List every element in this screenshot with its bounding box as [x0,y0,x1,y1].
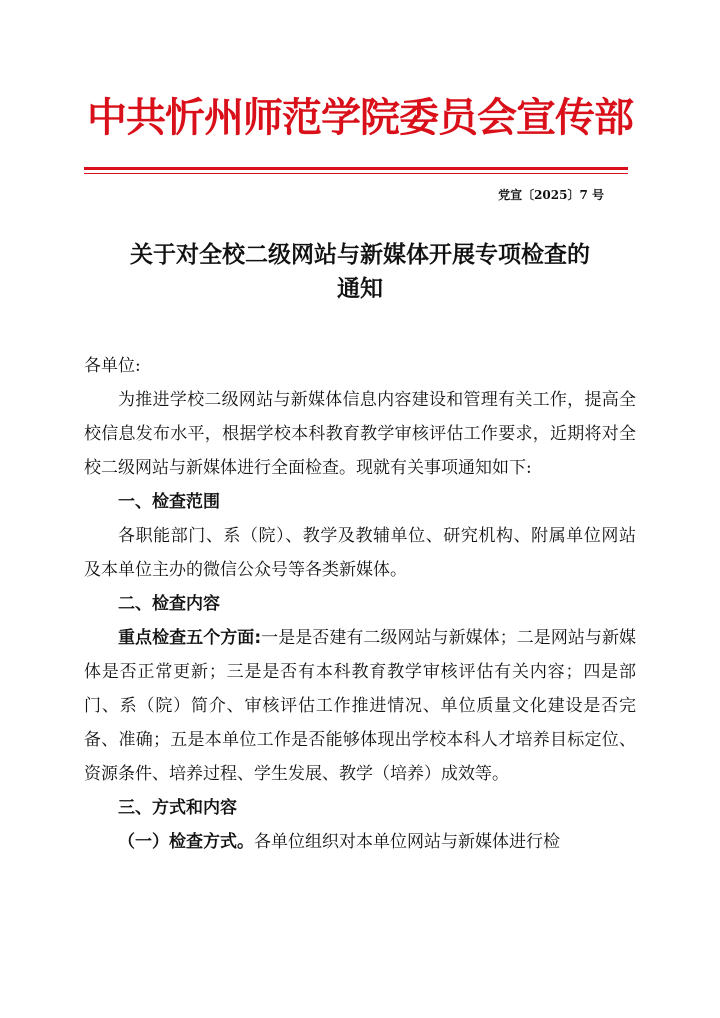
section-3-sub-text: 各单位组织对本单位网站与新媒体进行检 [254,832,560,852]
document-title-line-1: 关于对全校二级网站与新媒体开展专项检查的 [130,241,590,268]
section-1-paragraph: 各职能部门、系（院）、教学及教辅单位、研究机构、附属单位网站及本单位主办的微信公众号等各类新媒体。 [84,526,636,580]
red-separator-thick [84,167,628,170]
red-separator-thin [84,173,628,174]
issuing-organization-header: 中共忻州师范学院委员会宣传部 [87,94,633,141]
section-3-sub-lead: （一）检查方式。 [118,832,254,852]
section-2-text: 一是是否建有二级网站与新媒体；二是网站与新媒体是否正常更新；三是是否有本科教育教学审核评估有关内容；四是部门、系（院）简介、审核评估工作推进情况、单位质量文化建设是否完备、准确；五是本单位工作是否能够体现出学校本科人才培养目标定位、资源条件、培养过程、学生发展、教学（培养）成效等。 [84,628,636,784]
section-2-lead: 重点检查五个方面: [118,628,262,648]
document-title-line-2: 通知 [337,275,383,302]
intro-paragraph: 为推进学校二级网站与新媒体信息内容建设和管理有关工作，提高全校信息发布水平，根据学校本科教育教学审核评估工作要求，近期将对全校二级网站与新媒体进行全面检查。现就有关事项通知如下: [84,390,636,478]
salutation: 各单位: [84,356,141,376]
section-3-heading: 三、方式和内容 [118,798,237,818]
section-2-paragraph [84,621,636,791]
document-number: 党宣〔2025〕7 号 [498,188,604,202]
document-title [84,238,636,306]
document-body [84,349,636,859]
section-2-heading: 二、检查内容 [118,594,220,614]
section-1-heading: 一、检查范围 [118,492,220,512]
section-3-sub-paragraph [84,825,636,859]
